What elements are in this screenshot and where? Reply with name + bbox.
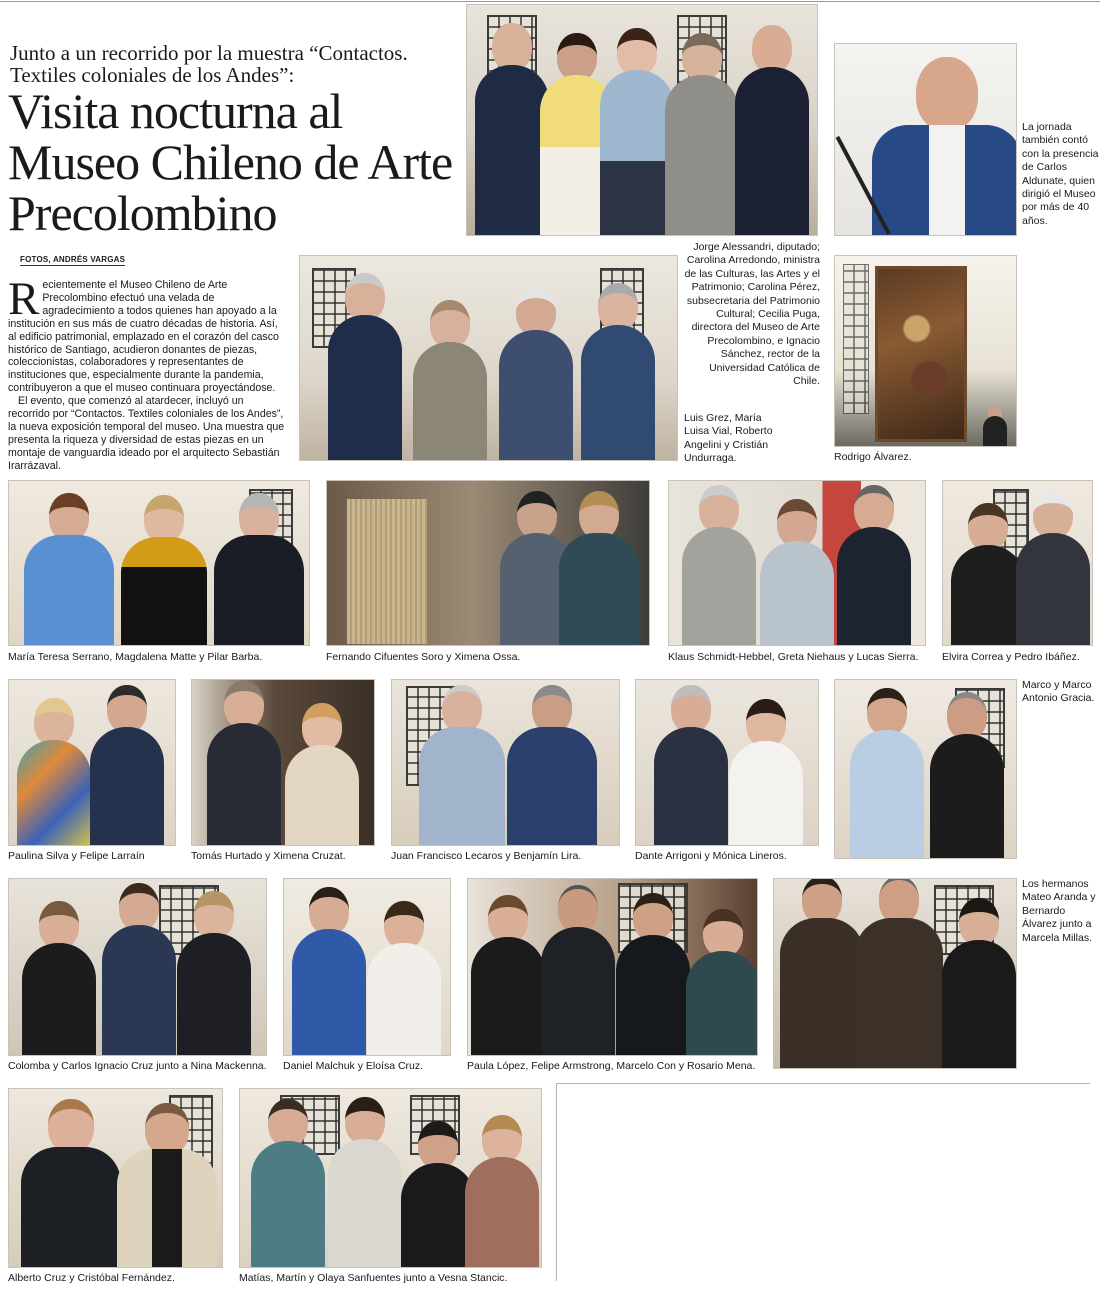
- photo-hurtado-cruzat: [191, 679, 375, 846]
- caption-grez-group: Luis Grez, María Luisa Vial, Roberto Angelini y Cristián Undurraga.: [684, 412, 773, 465]
- caption-sanfuentes-stancic: Matías, Martín y Olaya Sanfuentes junto a Vesna Stancic.: [239, 1272, 508, 1284]
- caption-schmidt-niehaus-sierra: Klaus Schmidt-Hebbel, Greta Niehaus y Lucas Sierra.: [668, 651, 919, 663]
- photo-credit: FOTOS, ANDRÉS VARGAS: [20, 255, 126, 264]
- caption-authorities-group: Jorge Alessandri, diputado; Carolina Arredondo, ministra de las Culturas, las Artes y el Patrimonio; Carolina Pérez, subsecretaria del Patrimonio Cultural; Cecilia Puga, directora del Museo de Arte Precolombino, e Ignacio Sánchez, rector de la Universidad Católica de Chile.: [684, 241, 820, 388]
- photo-cruz-mackenna: [8, 878, 267, 1056]
- paragraph-1: [8, 273, 286, 395]
- caption-cifuentes-ossa: Fernando Cifuentes Soro y Ximena Ossa.: [326, 651, 521, 663]
- caption-lecaros-lira: Juan Francisco Lecaros y Benjamín Lira.: [391, 850, 582, 862]
- caption-hermanos-millas: Los hermanos Mateo Aranda y Bernardo Álvarez junto a Marcela Millas.: [1022, 878, 1096, 944]
- photo-schmidt-niehaus-sierra: [668, 480, 926, 646]
- photo-lopez-armstrong-con-mena: [467, 878, 758, 1056]
- caption-arrigoni-lineros: Dante Arrigoni y Mónica Lineros.: [635, 850, 787, 862]
- caption-lopez-armstrong-con-mena: Paula López, Felipe Armstrong, Marcelo Con y Rosario Mena.: [467, 1060, 756, 1072]
- caption-hurtado-cruzat: Tomás Hurtado y Ximena Cruzat.: [191, 850, 346, 862]
- caption-malchuk-cruz: Daniel Malchuk y Eloísa Cruz.: [283, 1060, 424, 1072]
- headline: Visita nocturna al Museo Chileno de Arte Precolombino: [8, 83, 453, 241]
- photo-alberto-cristobal: [8, 1088, 223, 1268]
- paragraph-2: El evento, que comenzó al atardecer, incluyó un recorrido por “Contactos. Textiles coloniales de los Andes”, la nueva exposición temporal del museo. Una muestra que presenta la riqueza y diversidad de estas piezas en un montaje de vanguardia ideado por el arquitecto Sebastián Irarrázaval.: [8, 395, 285, 472]
- photo-serrano-matte-barba: [8, 480, 310, 646]
- caption-marco-gracia: Marco y Marco Antonio Gracia.: [1022, 679, 1095, 705]
- divider-horizontal: [557, 1083, 1090, 1084]
- photo-cifuentes-ossa: [326, 480, 650, 646]
- photo-hermanos-millas: [773, 878, 1017, 1069]
- caption-cruz-mackenna: Colomba y Carlos Ignacio Cruz junto a Nina Mackenna.: [8, 1060, 267, 1072]
- caption-correa-ibanez: Elvira Correa y Pedro Ibáñez.: [942, 651, 1080, 663]
- caption-carlos-aldunate: La jornada también contó con la presencia de Carlos Aldunate, quien dirigió el Museo por más de 40 años.: [1022, 121, 1099, 227]
- photo-silva-larrain: [8, 679, 176, 846]
- dropcap: R: [8, 273, 40, 325]
- photo-grez-group: [299, 255, 678, 461]
- photo-carlos-aldunate: [834, 43, 1017, 236]
- kicker: Junto a un recorrido por la muestra “Contactos. Textiles coloniales de los Andes”:: [10, 41, 408, 87]
- photo-sanfuentes-stancic: [239, 1088, 542, 1268]
- photo-correa-ibanez: [942, 480, 1093, 646]
- photo-marco-gracia: [834, 679, 1017, 859]
- caption-alberto-cristobal: Alberto Cruz y Cristóbal Fernández.: [8, 1272, 175, 1284]
- caption-serrano-matte-barba: María Teresa Serrano, Magdalena Matte y Pilar Barba.: [8, 651, 263, 663]
- paragraph-1-text: ecientemente el Museo Chileno de Arte Precolombino efectuó una velada de agradecimiento a todos quienes han apoyado a la institución en sus más de cuatro décadas de historia. Así, al edificio patrimonial, emplazado en el corazón del casco histórico de Santiago, acudieron donantes de piezas, coleccionistas, colaboradores y representantes de instituciones que, especialmente durante la pandemia, contribuyeron a que el museo continuara proyectándose.: [8, 279, 279, 395]
- caption-rodrigo-alvarez: Rodrigo Álvarez.: [834, 451, 912, 463]
- photo-malchuk-cruz: [283, 878, 451, 1056]
- article-body: [8, 273, 286, 473]
- photo-arrigoni-lineros: [635, 679, 819, 846]
- photo-lecaros-lira: [391, 679, 620, 846]
- photo-gallery-rodrigo-alvarez: [834, 255, 1017, 447]
- photo-authorities-group: [466, 4, 818, 236]
- divider-vertical: [556, 1083, 557, 1281]
- top-rule: [0, 1, 1100, 2]
- caption-silva-larrain: Paulina Silva y Felipe Larraín: [8, 850, 145, 862]
